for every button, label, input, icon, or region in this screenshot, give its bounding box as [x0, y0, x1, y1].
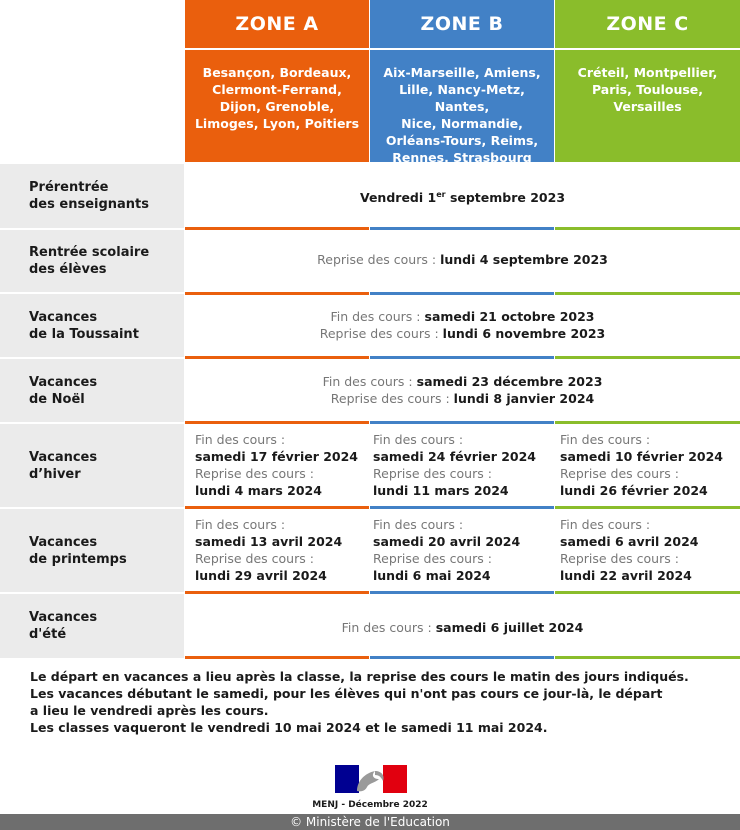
separator-zone-b: [370, 421, 554, 424]
date-text: Vendredi 1: [359, 190, 437, 206]
fin-label: Fin des cours :: [195, 432, 286, 447]
reprise-label: Reprise des cours :: [560, 551, 679, 566]
fin-date: samedi 13 avril 2024: [195, 534, 343, 549]
fin-date: samedi 20 avril 2024: [373, 534, 521, 549]
reprise-label: Reprise des cours :: [195, 466, 314, 481]
fin-label: Fin des cours :: [322, 374, 413, 389]
hiver-zone-c: [560, 431, 738, 499]
hiver-zone-a: [195, 431, 365, 499]
zone-a-cities: [185, 50, 369, 162]
separator-zone-a: [185, 591, 369, 594]
reprise-date: lundi 4 mars 2024: [195, 483, 322, 498]
marianne-logo-icon: [335, 765, 407, 793]
row-label-noel: [0, 359, 184, 422]
reprise-date: lundi 29 avril 2024: [195, 568, 327, 583]
fin-label: Fin des cours :: [195, 517, 286, 532]
reprise-label: Reprise des cours :: [373, 551, 492, 566]
note-line: Le départ en vacances a lieu après la classe, la reprise des cours le matin des jours indiqués.: [30, 669, 689, 684]
separator-zone-a: [185, 356, 369, 359]
row-label-line: des élèves: [29, 262, 107, 277]
city-line: Créteil, Montpellier,: [577, 65, 718, 80]
separator-zone-c: [555, 227, 740, 230]
date-superscript: er: [436, 190, 446, 199]
row-label-prerentree: [0, 164, 184, 228]
fin-date: samedi 17 février 2024: [195, 449, 359, 464]
separator-zone-c: [555, 292, 740, 295]
row-label-line: d’hiver: [29, 466, 81, 482]
row-label-line: Vacances: [29, 610, 98, 625]
date-text: septembre 2023: [445, 190, 566, 206]
reprise-date: lundi 4 septembre 2023: [440, 252, 608, 267]
city-line: Rennes, Strasbourg: [392, 150, 532, 165]
rentree-dates: [185, 251, 740, 268]
prerentree-date: [185, 186, 740, 206]
separator-zone-a: [185, 292, 369, 295]
reprise-label: Reprise des cours :: [319, 326, 439, 341]
printemps-zone-c: [560, 516, 738, 584]
city-line: Limoges, Lyon, Poitiers: [194, 116, 360, 131]
separator-zone-b: [370, 227, 554, 230]
separator-zone-a: [185, 227, 369, 230]
row-label-ete: [0, 594, 184, 658]
row-label-line: Vacances: [29, 309, 98, 325]
fin-date: samedi 24 février 2024: [373, 449, 537, 464]
zone-b-header: ZONE B: [370, 0, 554, 48]
row-label-line: Vacances: [29, 534, 98, 550]
city-line: Nice, Normandie,: [401, 116, 523, 131]
separator-zone-c: [555, 356, 740, 359]
city-line: Clermont-Ferrand,: [212, 82, 342, 97]
row-label-printemps: [0, 509, 184, 592]
marianne-logo: [335, 765, 407, 793]
reprise-label: Reprise des cours :: [330, 391, 450, 406]
fin-label: Fin des cours :: [560, 432, 651, 447]
copyright-footer: © Ministère de l'Education: [0, 814, 740, 830]
fin-label: Fin des cours :: [330, 309, 421, 324]
ete-dates: [185, 619, 740, 636]
note-line: a lieu le vendredi après les cours.: [30, 703, 269, 718]
city-line: Versailles: [613, 99, 682, 114]
fin-date: samedi 6 juillet 2024: [435, 620, 584, 635]
toussaint-dates: [185, 308, 740, 342]
note-line: Les classes vaqueront le vendredi 10 mai 2024 et le samedi 11 mai 2024.: [30, 720, 548, 735]
separator-zone-b: [370, 506, 554, 509]
fin-label: Fin des cours :: [373, 432, 464, 447]
separator-zone-b: [370, 292, 554, 295]
row-label-rentree: [0, 230, 184, 292]
zone-c-header: ZONE C: [555, 0, 740, 48]
row-label-line: d'été: [29, 627, 67, 642]
row-label-hiver: [0, 424, 184, 507]
separator-zone-b: [370, 356, 554, 359]
reprise-label: Reprise des cours :: [317, 252, 437, 267]
fin-date: samedi 23 décembre 2023: [416, 374, 603, 389]
noel-dates: [185, 373, 740, 407]
zone-b-cities: [370, 50, 554, 165]
reprise-date: lundi 26 février 2024: [560, 483, 708, 498]
fin-date: samedi 6 avril 2024: [560, 534, 699, 549]
reprise-label: Reprise des cours :: [195, 551, 314, 566]
fin-label: Fin des cours :: [341, 620, 432, 635]
city-line: Dijon, Grenoble,: [219, 99, 335, 114]
zone-c-cities: [555, 50, 740, 162]
city-line: Paris, Toulouse,: [591, 82, 704, 97]
separator-zone-b: [370, 656, 554, 659]
city-line: Besançon, Bordeaux,: [202, 65, 352, 80]
row-label-line: des enseignants: [29, 197, 150, 212]
note-line: Les vacances débutant le samedi, pour les élèves qui n'ont pas cours ce jour-là, le départ: [30, 686, 663, 701]
separator-zone-a: [185, 421, 369, 424]
city-line: Orléans-Tours, Reims,: [385, 133, 539, 148]
row-label-line: Prérentrée: [29, 180, 109, 195]
logo-caption: MENJ - Décembre 2022: [312, 800, 428, 810]
city-line: Aix-Marseille, Amiens,: [383, 65, 541, 80]
separator-zone-a: [185, 506, 369, 509]
reprise-date: lundi 22 avril 2024: [560, 568, 692, 583]
fin-date: samedi 21 octobre 2023: [424, 309, 595, 324]
separator-zone-c: [555, 591, 740, 594]
separator-zone-a: [185, 656, 369, 659]
row-label-line: Vacances: [29, 449, 98, 465]
separator-zone-c: [555, 506, 740, 509]
zone-a-header: ZONE A: [185, 0, 369, 48]
fin-label: Fin des cours :: [560, 517, 651, 532]
reprise-date: lundi 6 mai 2024: [373, 568, 491, 583]
reprise-date: lundi 6 novembre 2023: [442, 326, 606, 341]
fin-label: Fin des cours :: [373, 517, 464, 532]
row-label-toussaint: [0, 294, 184, 357]
separator-zone-c: [555, 656, 740, 659]
printemps-zone-a: [195, 516, 365, 584]
reprise-label: Reprise des cours :: [560, 466, 679, 481]
reprise-date: lundi 8 janvier 2024: [453, 391, 595, 406]
separator-zone-b: [370, 591, 554, 594]
hiver-zone-b: [373, 431, 551, 499]
row-label-line: Rentrée scolaire: [29, 245, 150, 260]
fin-date: samedi 10 février 2024: [560, 449, 724, 464]
row-label-line: de Noël: [29, 391, 85, 407]
city-line: Lille, Nancy-Metz, Nantes,: [399, 82, 525, 114]
row-label-line: de printemps: [29, 551, 127, 567]
reprise-date: lundi 11 mars 2024: [373, 483, 509, 498]
reprise-label: Reprise des cours :: [373, 466, 492, 481]
notes: [30, 668, 689, 736]
row-label-line: de la Toussaint: [29, 326, 139, 342]
separator-zone-c: [555, 421, 740, 424]
printemps-zone-b: [373, 516, 551, 584]
row-label-line: Vacances: [29, 374, 98, 390]
